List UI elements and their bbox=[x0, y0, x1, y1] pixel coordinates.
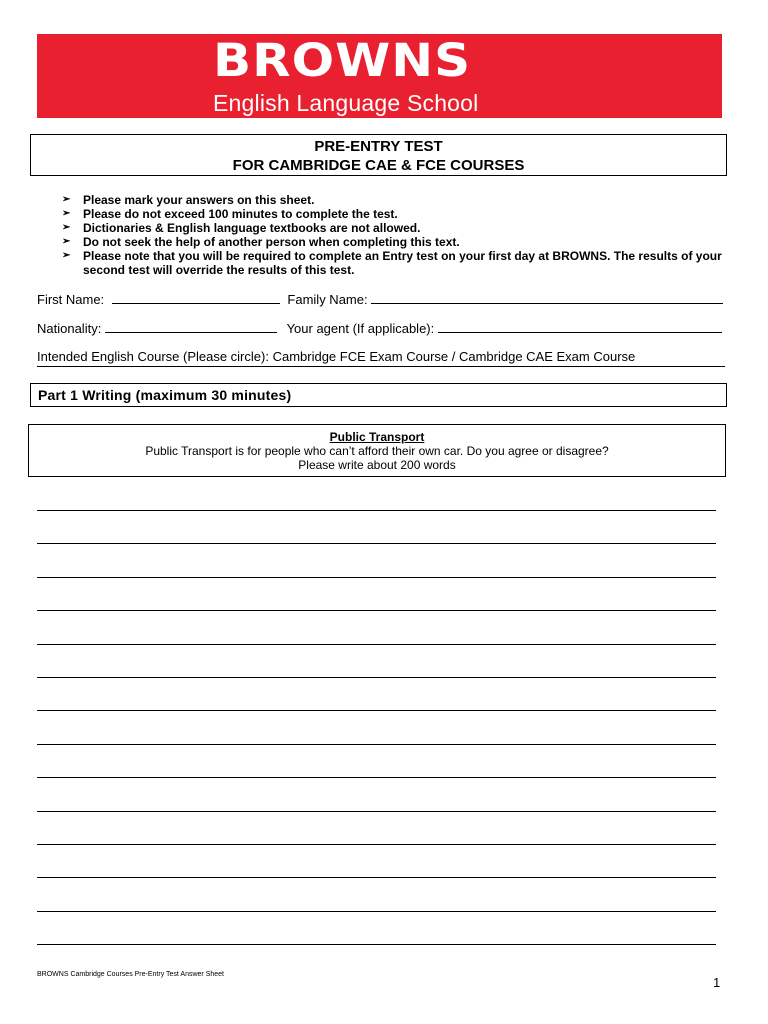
course-options[interactable]: Cambridge FCE Exam Course / Cambridge CAE Exam Course bbox=[272, 349, 636, 364]
instruction-item: ➢ Please mark your answers on this sheet. bbox=[62, 193, 315, 207]
instruction-item: ➢ Please do not exceed 100 minutes to complete the test. bbox=[62, 207, 398, 221]
arrow-bullet-icon: ➢ bbox=[62, 236, 71, 247]
writing-line[interactable] bbox=[37, 610, 716, 611]
writing-line[interactable] bbox=[37, 744, 716, 745]
page-number: 1 bbox=[713, 975, 721, 990]
writing-line[interactable] bbox=[37, 877, 716, 878]
writing-line[interactable] bbox=[37, 844, 716, 845]
writing-area[interactable] bbox=[37, 510, 716, 977]
first-name-label: First Name: bbox=[37, 292, 105, 307]
arrow-bullet-icon: ➢ bbox=[62, 208, 71, 219]
writing-line[interactable] bbox=[37, 543, 716, 544]
writing-line[interactable] bbox=[37, 911, 716, 912]
test-title-line1: PRE-ENTRY TEST bbox=[314, 138, 443, 155]
instruction-item: ➢ Dictionaries & English language textbooks are not allowed. bbox=[62, 221, 421, 235]
school-subtitle: English Language School bbox=[213, 90, 479, 116]
first-name-field[interactable] bbox=[112, 291, 280, 304]
agent-label: Your agent (If applicable): bbox=[286, 321, 435, 336]
arrow-bullet-icon: ➢ bbox=[62, 222, 71, 233]
writing-line[interactable] bbox=[37, 811, 716, 812]
nationality-row bbox=[37, 320, 722, 337]
brand-logo: BROWNS bbox=[213, 34, 472, 87]
header-banner bbox=[37, 34, 722, 118]
arrow-bullet-icon: ➢ bbox=[62, 194, 71, 205]
test-title-box bbox=[30, 134, 727, 176]
family-name-field[interactable] bbox=[371, 291, 723, 304]
arrow-bullet-icon: ➢ bbox=[62, 250, 71, 261]
course-label: Intended English Course (Please circle): bbox=[37, 349, 269, 364]
writing-line[interactable] bbox=[37, 944, 716, 945]
test-title-line2: FOR CAMBRIDGE CAE & FCE COURSES bbox=[232, 157, 525, 174]
instruction-item: ➢ Please note that you will be required to complete an Entry test on your first day at BROWNS. The results of your second test will override the results of this test. bbox=[62, 249, 722, 277]
writing-line[interactable] bbox=[37, 577, 716, 578]
prompt-question: Public Transport is for people who can’t afford their own car. Do you agree or disagree? bbox=[145, 444, 609, 458]
footer-text: BROWNS Cambridge Courses Pre-Entry Test Answer Sheet bbox=[37, 971, 224, 978]
nationality-label: Nationality: bbox=[37, 321, 102, 336]
prompt-instruction: Please write about 200 words bbox=[298, 458, 456, 472]
instruction-item: ➢ Do not seek the help of another person when completing this text. bbox=[62, 235, 460, 249]
name-row bbox=[37, 291, 723, 308]
writing-line[interactable] bbox=[37, 710, 716, 711]
writing-line[interactable] bbox=[37, 777, 716, 778]
writing-line[interactable] bbox=[37, 677, 716, 678]
prompt-title: Public Transport bbox=[329, 430, 425, 444]
family-name-label: Family Name: bbox=[287, 292, 368, 307]
writing-line[interactable] bbox=[37, 644, 716, 645]
course-row[interactable] bbox=[37, 349, 725, 367]
instructions-list bbox=[62, 193, 722, 277]
agent-field[interactable] bbox=[438, 320, 722, 333]
writing-line[interactable] bbox=[37, 510, 716, 511]
writing-prompt-box bbox=[28, 424, 726, 477]
part1-heading: Part 1 Writing (maximum 30 minutes) bbox=[30, 383, 727, 407]
nationality-field[interactable] bbox=[105, 320, 277, 333]
